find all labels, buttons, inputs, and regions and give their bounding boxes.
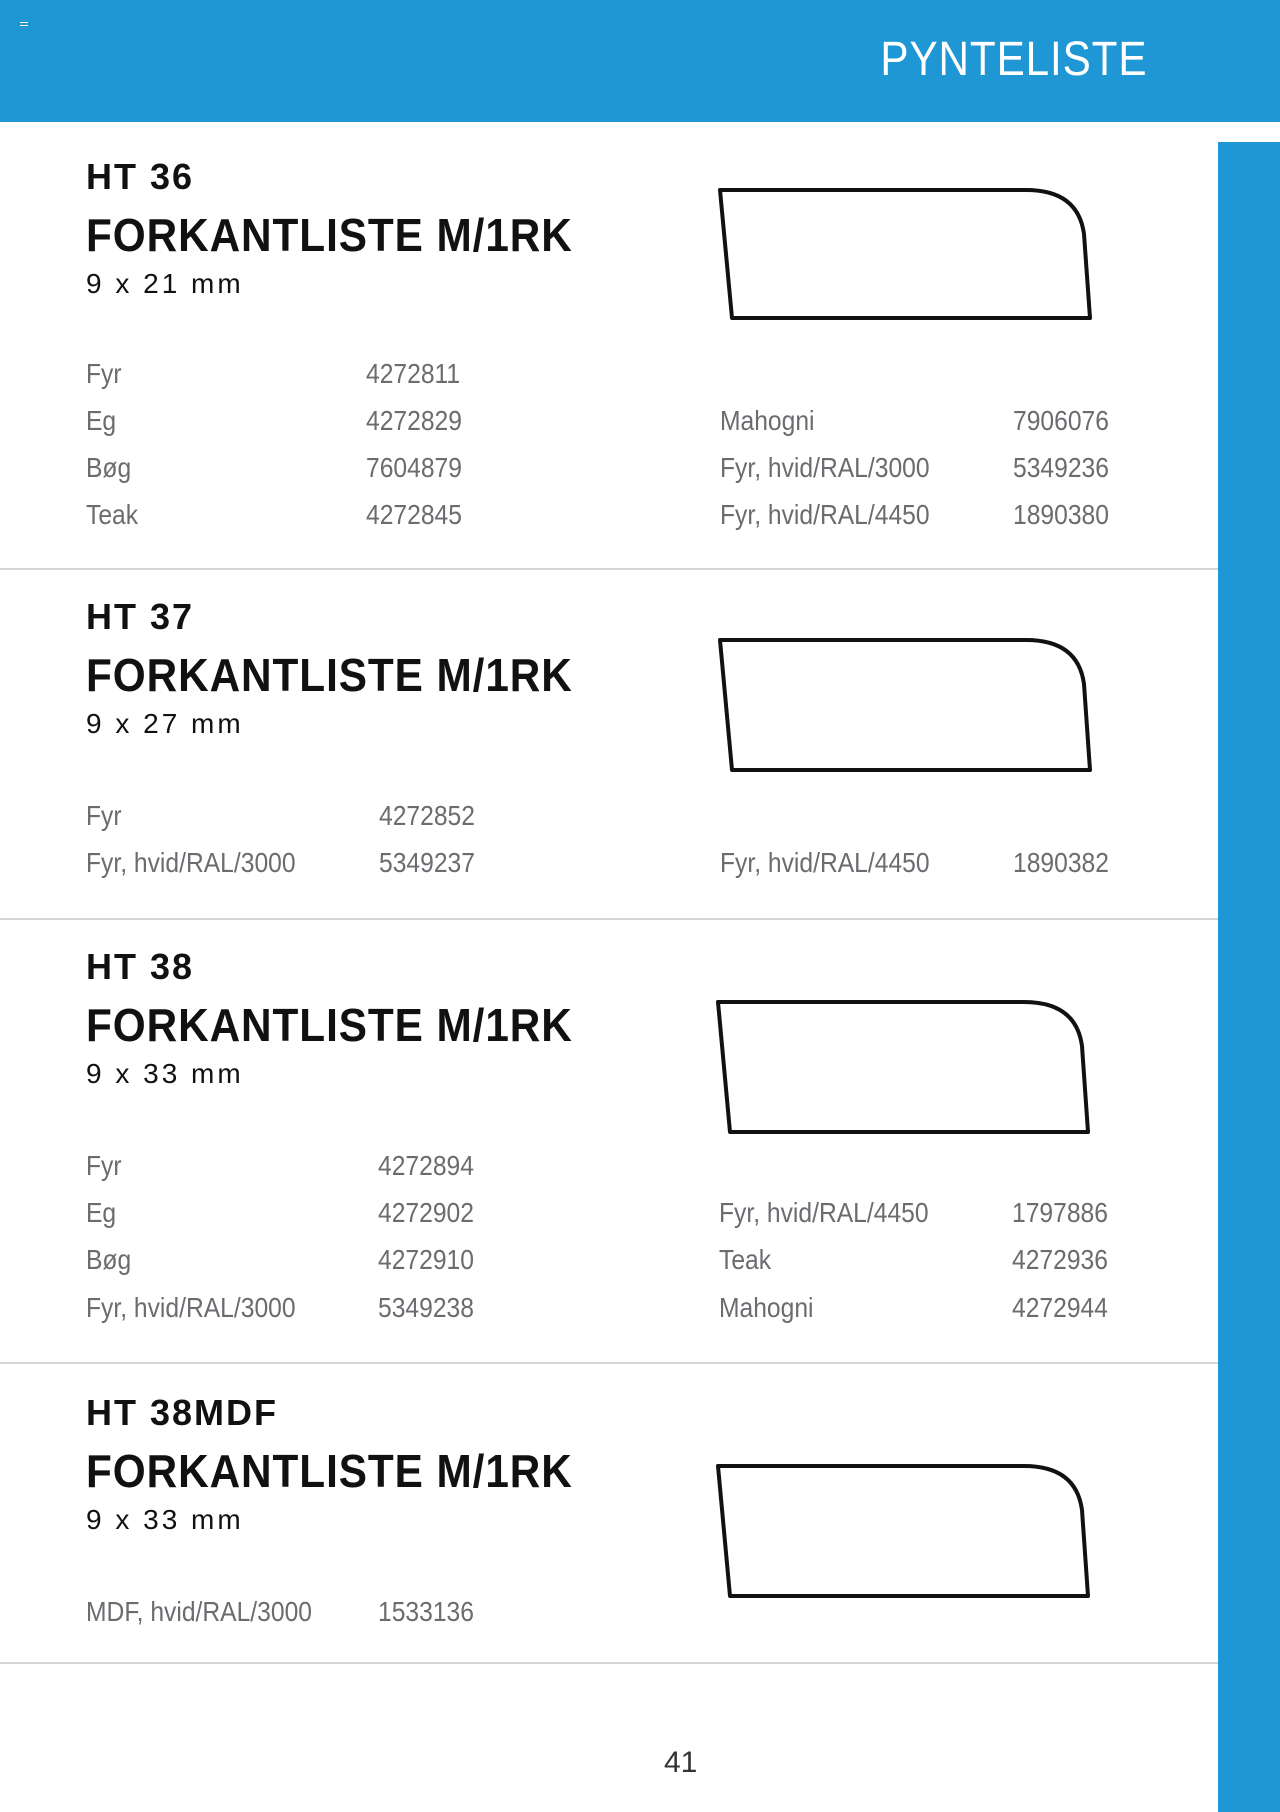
page-title: PYNTELISTE [879,33,1147,86]
item-number: 4272852 [379,800,475,831]
item-number: 4272894 [378,1150,474,1181]
product-code: HT 38 [86,946,195,987]
item-label: Fyr [86,358,122,389]
item-label: Fyr, hvid/RAL/4450 [720,499,930,530]
item-number: 1890380 [1013,499,1109,530]
item-number: 7604879 [366,452,462,483]
item-number: 1890382 [1013,847,1109,878]
item-number: 4272829 [366,405,462,436]
product-dimensions: 9 x 33 mm [86,1058,244,1089]
item-label: Teak [719,1244,772,1275]
profile-drawing [714,1462,1094,1602]
product-section-ht38 [0,920,1218,1364]
item-label: Mahogni [719,1292,814,1323]
product-dimensions: 9 x 33 mm [86,1504,244,1535]
profile-drawing [716,184,1096,324]
item-label: Fyr, hvid/RAL/3000 [86,1292,296,1323]
item-number: 4272902 [378,1197,474,1228]
item-label: Eg [86,405,117,436]
item-number: 4272944 [1012,1292,1108,1323]
item-number: 4272936 [1012,1244,1108,1275]
item-label: Teak [86,499,139,530]
item-label: MDF, hvid/RAL/3000 [86,1596,312,1627]
product-dimensions: 9 x 21 mm [86,268,244,299]
item-label: Fyr, hvid/RAL/4450 [719,1197,929,1228]
item-label: Fyr, hvid/RAL/3000 [720,452,930,483]
product-name: FORKANTLISTE M/1RK [86,649,573,701]
item-label: Fyr, hvid/RAL/3000 [86,847,296,878]
page-number: 41 [664,1746,698,1779]
product-name: FORKANTLISTE M/1RK [86,1445,573,1497]
profile-outline-icon [716,184,1096,324]
profile-drawing [716,636,1096,776]
item-number: 5349237 [379,847,475,878]
product-code: HT 36 [86,156,195,197]
product-section-ht36 [0,122,1218,570]
product-name: FORKANTLISTE M/1RK [86,209,573,261]
item-label: Mahogni [720,405,815,436]
product-dimensions: 9 x 27 mm [86,708,244,739]
side-accent-bar [1218,142,1280,1812]
product-section-ht38mdf [0,1364,1218,1664]
item-label: Fyr [86,800,122,831]
item-number: 4272845 [366,499,462,530]
product-code: HT 37 [86,596,195,637]
item-label: Fyr [86,1150,122,1181]
item-label: Bøg [86,452,132,483]
profile-drawing [714,998,1094,1138]
item-number: 5349236 [1013,452,1109,483]
product-section-ht37 [0,570,1218,920]
product-name: FORKANTLISTE M/1RK [86,999,573,1051]
item-number: 5349238 [378,1292,474,1323]
item-number: 4272811 [366,358,461,389]
item-number: 4272910 [378,1244,474,1275]
item-number: 1797886 [1012,1197,1108,1228]
profile-outline-icon [714,998,1094,1138]
header-bar [0,0,1280,122]
item-number: 7906076 [1013,405,1109,436]
profile-outline-icon [714,1462,1094,1602]
item-label: Eg [86,1197,117,1228]
item-label: Fyr, hvid/RAL/4450 [720,847,930,878]
product-code: HT 38MDF [86,1392,279,1433]
menu-icon [20,22,28,28]
item-number: 1533136 [378,1596,474,1627]
item-label: Bøg [86,1244,132,1275]
profile-outline-icon [716,636,1096,776]
